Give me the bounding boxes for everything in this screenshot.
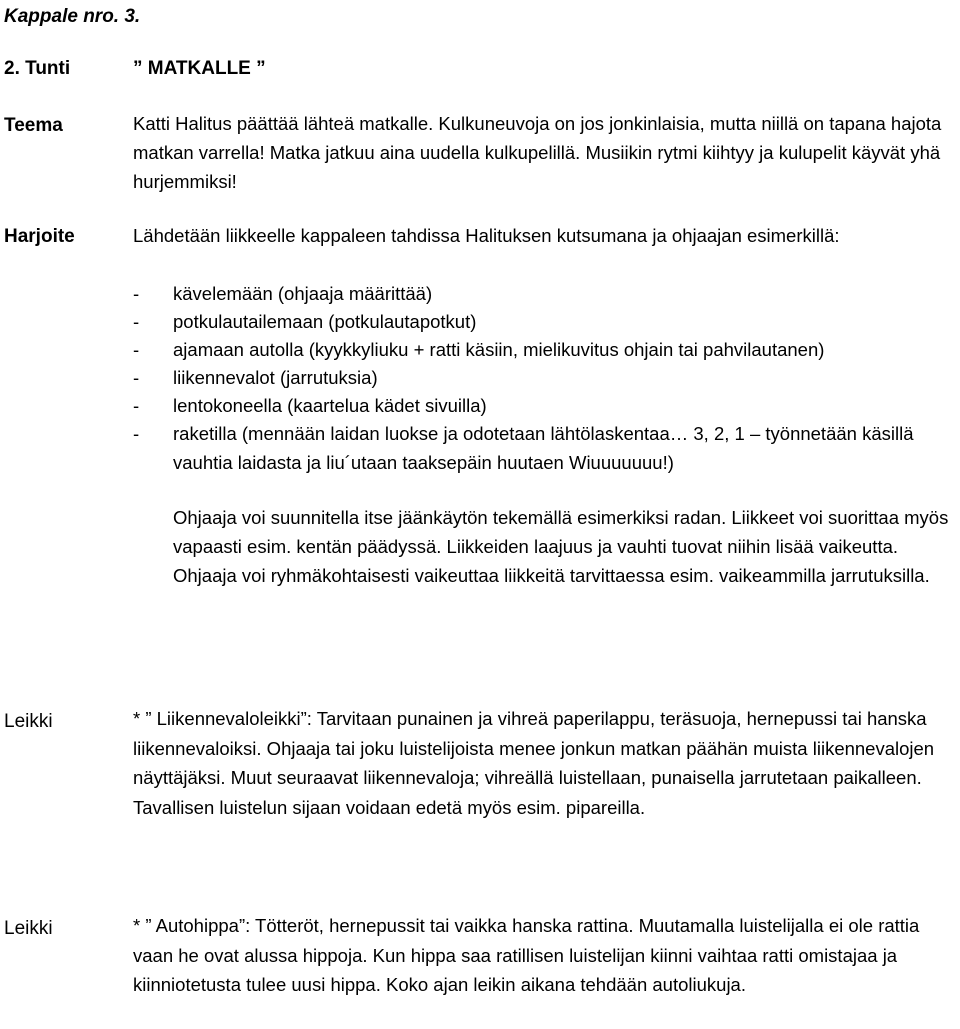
- list-item: [133, 280, 960, 309]
- list-item: [133, 392, 960, 421]
- exercise-intro: Lähdetään liikkeelle kappaleen tahdissa Halituksen kutsumana ja ohjaajan esimerkillä:: [133, 225, 840, 246]
- theme-text: Katti Halitus päättää lähteä matkalle. Kulkuneuvoja on jos jonkinlaisia, mutta niillä on tapana hajota matkan varrella! Matka jatkuu aina uudella kulkupelillä. Musiikin rytmi kiihtyy ja kulupelit käyvät yhä hurjemmiksi!: [133, 113, 942, 192]
- list-dash: -: [133, 395, 140, 416]
- list-item-text: potkulautailemaan (potkulautapotkut): [173, 311, 477, 332]
- list-item-text: raketilla (mennään laidan luokse ja odotetaan lähtölaskentaa… 3, 2, 1 – työnnetään käsillä vauhtia laidasta ja liu´utaan taaksepäin huutaen Wiuuuuuuu!): [173, 423, 914, 473]
- exercise-note: Ohjaaja voi suunnitella itse jäänkäytön tekemällä esimerkiksi radan. Liikkeet voi suorittaa myös vapaasti esim. kentän päädyssä. Liikkeiden laajuus ja vauhti tuovat niihin lisää vaikeutta. Ohjaaja voi ryhmäkohtaisesti vaikeuttaa liikkeitä tarvittaessa esim. vaikeammilla jarrutuksilla.: [173, 507, 949, 586]
- list-item-text: kävelemään (ohjaaja määrittää): [173, 283, 433, 304]
- theme-label: Teema: [4, 115, 63, 136]
- lesson-name: ” MATKALLE ”: [133, 58, 266, 79]
- document-title: Kappale nro. 3.: [4, 6, 141, 27]
- list-dash: -: [133, 423, 140, 444]
- list-dash: -: [133, 367, 140, 388]
- list-dash: -: [133, 311, 140, 332]
- list-item-text: liikennevalot (jarrutuksia): [173, 367, 378, 388]
- list-dash: -: [133, 339, 140, 360]
- list-item: [133, 336, 960, 365]
- game-label: Leikki: [4, 711, 53, 732]
- list-item-text: ajamaan autolla (kyykkyliuku + ratti käsiin, mielikuvitus ohjain tai pahvilautanen): [173, 339, 825, 360]
- game-label: Leikki: [4, 918, 53, 939]
- list-item-text: lentokoneella (kaartelua kädet sivuilla): [173, 395, 487, 416]
- exercise-label: Harjoite: [4, 226, 75, 247]
- game-text: * ” Liikennevaloleikki”: Tarvitaan punainen ja vihreä paperilappu, teräsuoja, hernepussi tai hanska liikennevaloiksi. Ohjaaja tai joku luistelijoista menee jonkun matkan päähän muista liikennevalojen näyttäjäksi. Muut seuraavat liikennevaloja; vihreällä luistellaan, punaisella jarrutetaan paikalleen. Tavallisen luistelun sijaan voidaan edetä myös esim. pipareilla.: [133, 708, 935, 818]
- game-text: * ” Autohippa”: Tötteröt, hernepussit tai vaikka hanska rattina. Muutamalla luistelijalla ei ole rattia vaan he ovat alussa hippoja. Kun hippa saa ratillisen luistelijan kiinni vaihtaa ratti omistajaa ja kiinniotetusta tulee uusi hippa. Koko ajan leikin aikana tehdään autoliukuja.: [133, 915, 920, 995]
- lesson-label: 2. Tunti: [4, 58, 71, 79]
- list-item: [133, 420, 960, 477]
- list-item: [133, 364, 960, 393]
- list-item: [133, 308, 960, 337]
- list-dash: -: [133, 283, 140, 304]
